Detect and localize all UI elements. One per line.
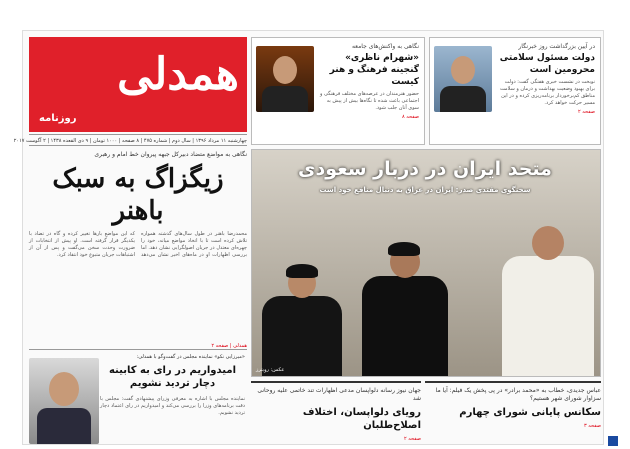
- promo-box-right[interactable]: [429, 37, 601, 145]
- dateline: چهارشنبه ۱۱ مرداد ۱۳۹۶ | سال دوم | شماره ۴۷۵ | ۸ صفحه | ۱۰۰۰ تومان | ۹ ذی القعده ۱۴۳۸ | ۲ آگوست ۲۰۱۷: [29, 134, 247, 146]
- promo-left-kicker: نگاهی به واکنش‌های جامعه: [351, 43, 419, 50]
- photo-figure-cleric-left: [262, 296, 342, 376]
- left-story-kicker: نگاهی به مواضع متضاد دبیرکل جبهه پیروان خط امام و رهبری: [94, 151, 247, 158]
- photo-figure-cleric-center: [362, 276, 448, 376]
- newspaper-front-page: [13, 30, 604, 445]
- logo-subtitle: روزنامه: [39, 113, 77, 124]
- photo-figure-prince: [502, 256, 594, 376]
- story-center-page-ref[interactable]: صفحه ۲: [404, 436, 421, 442]
- main-story-photo[interactable]: [251, 149, 601, 377]
- promo-right-headline[interactable]: دولت مسئول سلامتی محرومین است: [499, 53, 595, 75]
- left-story-headline[interactable]: زیگزاگ به سبک باهنر: [52, 164, 224, 226]
- story-center-headline[interactable]: رویای دلواپسان، اختلاف اصلاح‌طلبان: [302, 407, 421, 431]
- main-subheadline: سخنگوی مقتدی صدر: ایران در عراق به دنبال منافع خود است: [319, 186, 531, 194]
- promo-box-left[interactable]: [251, 37, 425, 145]
- story-center-kicker: جهان نیوز رسانه دلواپسان مدعی اظهارات تند خاتمی علیه روحانی شد: [257, 387, 421, 402]
- interview-photo: [29, 358, 99, 444]
- main-headline[interactable]: متحد ایران در دربار سعودی: [298, 158, 552, 180]
- logo: همدلی: [117, 49, 239, 100]
- interview-kicker: «میرزایی نکو» نماینده مجلس در گفت‌وگو با همدلی:: [136, 354, 245, 360]
- story-right-kicker: عباس جدیدی، خطاب به «محمد برادر» در پی پخش یک فیلم: آیا ما سزاوار شورای شهر هستیم؟: [435, 387, 601, 402]
- promo-left-page-ref[interactable]: صفحه ۸: [402, 114, 419, 120]
- interview-body: نماینده مجلس با اشاره به معرفی وزرای پیشنهادی گفت: مجلس با دقت برنامه‌های وزرا را بررسی می‌کند و امیدواریم در رای اعتماد دچار تردید نشویم.: [100, 396, 245, 416]
- story-box-center[interactable]: [251, 381, 421, 443]
- promo-right-page-ref[interactable]: صفحه ۲: [578, 109, 595, 115]
- story-box-right[interactable]: [425, 381, 601, 443]
- corner-badge-icon: [608, 436, 618, 446]
- promo-right-photo: [434, 46, 492, 112]
- promo-right-body: نوبخت در نشست خبری هفتگی گفت: دولت برای بهبود وضعیت بهداشت و درمان و سلامت مناطق کم‌برخوردار برنامه‌ریزی کرده و در این مسیر حرکت خواهد کرد.: [500, 79, 595, 106]
- story-right-headline[interactable]: سکانس پایانی شورای چهارم: [459, 407, 601, 418]
- photo-credit: عکس: رویترز: [256, 367, 285, 373]
- masthead: [29, 37, 247, 132]
- promo-left-headline[interactable]: «شهرام ناظری» گنجینه فرهنگ و هنر کیست: [329, 53, 419, 87]
- interview-headline[interactable]: امیدواریم در رای به کابینه دچار تردید نشویم: [108, 365, 236, 389]
- interview-box[interactable]: [29, 349, 247, 444]
- story-right-page-ref[interactable]: صفحه ۳: [584, 423, 601, 429]
- promo-left-body: حضور هنرمندان در عرصه‌های مختلف فرهنگی و اجتماعی باعث شده تا نگاه‌ها بیش از پیش به سوی آنان جلب شود.: [319, 91, 419, 111]
- promo-right-kicker: در آیین بزرگداشت روز خبرنگار: [518, 43, 595, 50]
- promo-left-photo: [256, 46, 314, 112]
- left-story-page-ref[interactable]: همدلی | صفحه ۲: [211, 343, 247, 349]
- left-story-body: محمدرضا باهنر در طول سال‌های گذشته همواره تلاش کرده است تا با اتخاذ مواضع میانه، خود را چهره‌ای معتدل در جریان اصولگرایی نشان دهد. اما بررسی اظهارات او در ماه‌های اخیر نشان می‌دهد که این مواضع بارها تغییر کرده و گاه در تضاد با یکدیگر قرار گرفته است. او پیش از انتخابات از ضرورت وحدت سخن می‌گفت و پس از آن از اشتباهات جریان متبوع خود انتقاد کرد.: [29, 231, 247, 258]
